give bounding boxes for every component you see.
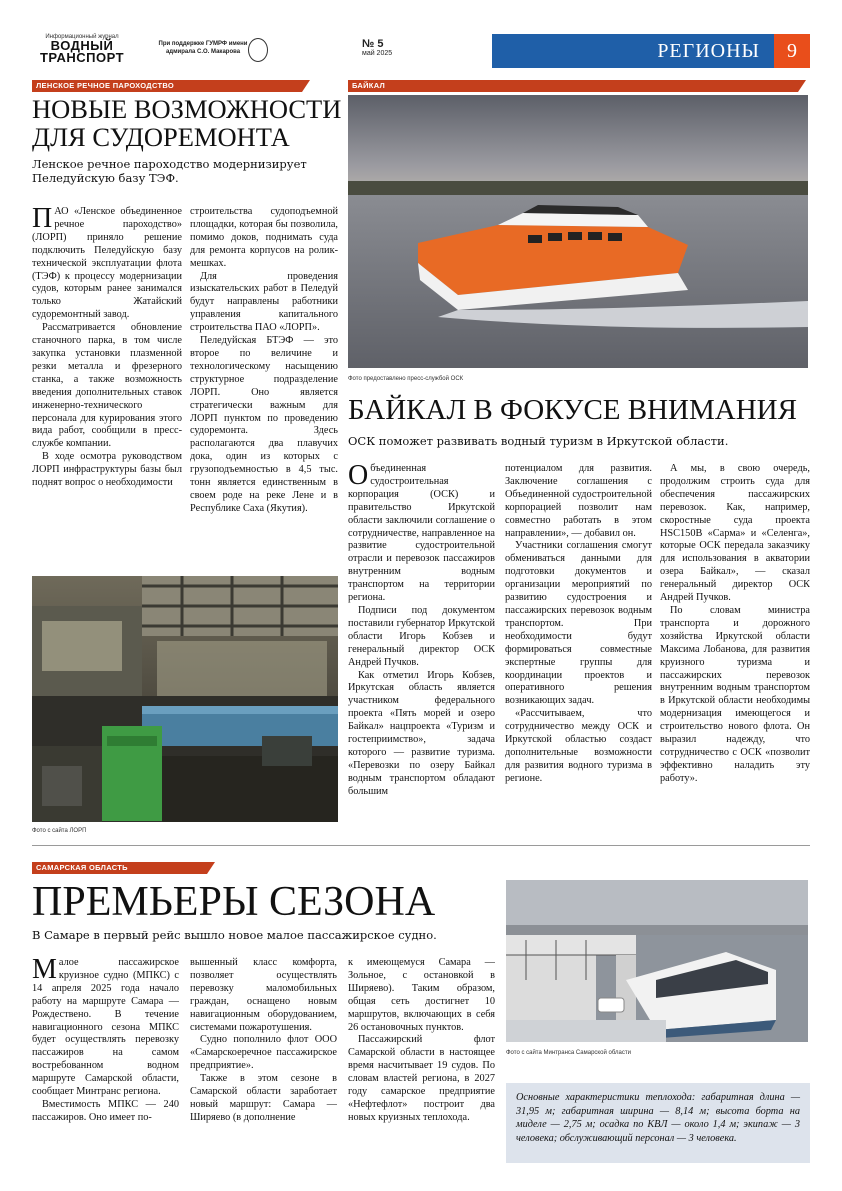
section-divider bbox=[32, 845, 810, 846]
article3-column-3 bbox=[348, 957, 495, 1167]
ship-photo-samara bbox=[506, 880, 808, 1042]
paragraph: Рассматривается обновление станочного парка, в том числе закупка установки плазменной резки металла и фрезерного станка, а также возможность введения дополнительных ставок инженерно-технического персонала для курирования этого вида работ, сообщили в пресс-службе компании. bbox=[32, 322, 182, 450]
article2-title: БАЙКАЛ В ФОКУСЕ ВНИМАНИЯ bbox=[348, 394, 797, 426]
paragraph: Как отметил Игорь Кобзев, Иркутская область является участником федерального проекта «Пять морей и озеро Байкал» нацпроекта «Туризм и гостеприимство», задача которого — развитие туризма. «Перевозки по озеру Байкал водным транспортом обладают большим bbox=[348, 669, 495, 797]
rubric-lorp: ЛЕНСКОЕ РЕЧНОЕ ПАРОХОДСТВО bbox=[32, 80, 302, 92]
issue-info bbox=[362, 40, 392, 58]
article1-column-1 bbox=[32, 206, 182, 566]
masthead-line1: ВОДНЫЙ bbox=[50, 38, 114, 53]
vessel-specs-box: Основные характеристики теплохода: габаритная длина — 31,95 м; габаритная ширина — 8,14 м; высота борта на миделе — 2,75 м; осадка по КВЛ — около 1,4 м; экипаж — 3 человека; обслуживающий персонал — 3 человека. bbox=[506, 1083, 810, 1163]
article1-column-2 bbox=[190, 206, 338, 566]
paragraph: Подписи под документом поставили губернатор Иркутской области Игорь Кобзев и генеральный директор ОСК Андрей Пучков. bbox=[348, 604, 495, 668]
paragraph: Пассажирский флот Самарской области в настоящее время насчитывает 19 судов. По словам властей региона, в 2027 году самарское предприятие «Нефтефлот» построит два новых круизных теплохода. bbox=[348, 1034, 495, 1123]
article2-column-3 bbox=[660, 463, 810, 839]
paragraph: В ходе осмотра руководством ЛОРП инфраструктуры базы был поднят вопрос о необходимости bbox=[32, 451, 182, 489]
dropcap: О bbox=[348, 463, 369, 491]
issue-number: № 5 bbox=[362, 38, 384, 50]
dropcap: М bbox=[32, 957, 57, 985]
article1-title-line2: ДЛЯ СУДОРЕМОНТА bbox=[32, 122, 290, 152]
article3-title: ПРЕМЬЕРЫ СЕЗОНА bbox=[32, 879, 436, 925]
paragraph: АО «Ленское объединенное речное пароходство» (ЛОРП) приняло решение подключить Пеледуйскую базу технической эксплуатации флота (ТЭФ) к процессу модернизации судов, которым ранее занимался только Жатайский судоремонтный завод. bbox=[32, 206, 182, 321]
paragraph: По словам министра транспорта и дорожного хозяйства Иркутской области Максима Лобанова, для развития круизного туризма и пассажирских перевозок внутренним водным транспортом в Иркутской области необходимы модернизация имеющегося и строительство нового флота. Он выразил надежду, что сотрудничество с ОСК «позволит эффективно наладить эту работу». bbox=[660, 604, 810, 784]
article2-column-1 bbox=[348, 463, 495, 839]
page-header bbox=[32, 34, 810, 68]
rubric-baikal: БАЙКАЛ bbox=[348, 80, 798, 92]
masthead-logo bbox=[32, 34, 132, 66]
issue-date: май 2025 bbox=[362, 50, 393, 57]
article1-lead: Ленское речное пароходство модернизирует Пеледуйскую базу ТЭФ. bbox=[32, 157, 307, 185]
paragraph: Вместимость МПКС — 240 пассажиров. Оно имеет по- bbox=[32, 1098, 179, 1123]
support-note: При поддержке ГУМРФ имени адмирала С.О. Макарова bbox=[158, 41, 248, 55]
article3-column-1 bbox=[32, 957, 179, 1167]
paragraph: к имеющемуся Самара — Зольное, с остановкой в Ширяево). Таким образом, общая сеть достигнет 10 маршрутов, включающих в себя 26 остановочных пунктов. bbox=[348, 957, 495, 1033]
ship-photo-baikal bbox=[348, 95, 808, 368]
article3-photo-caption: Фото с сайта Минтранса Самарской области bbox=[506, 1050, 631, 1056]
article2-lead: ОСК поможет развивать водный туризм в Иркутской области. bbox=[348, 434, 729, 448]
masthead-tagline: Информационный журнал bbox=[45, 34, 119, 40]
paragraph: Пеледуйская БТЭФ — это второе по величине и технологическому насыщению структурное подразделение ЛОРП. Оно является стратегически важным для ЛОРП пунктом по проведению судоремонта. Здесь располагаются два плавучих дока, один из которых с грузоподъемностью в 4,5 тыс. тонн является единственным в своем роде на реке Лене и в Республике Саха (Якутия). bbox=[190, 335, 338, 514]
article3-lead: В Самаре в первый рейс вышло новое малое пассажирское судно. bbox=[32, 928, 437, 942]
article1-photo-caption: Фото с сайта ЛОРП bbox=[32, 828, 87, 834]
paragraph: потенциалом для развития. Заключение соглашения с Объединенной судостроительной корпорацией позволит нам совместно работать в этом направлении», — добавил он. bbox=[505, 463, 652, 539]
article2-photo-caption: Фото предоставлено пресс-службой ОСК bbox=[348, 376, 464, 382]
masthead-line2: ТРАНСПОРТ bbox=[39, 50, 125, 65]
paragraph: вышенный класс комфорта, позволяет осуществлять перевозку маломобильных граждан, оснащено новым навигационным оборудованием, системами пожаротушения. bbox=[190, 957, 337, 1033]
rubric-samara: САМАРСКАЯ ОБЛАСТЬ bbox=[32, 862, 207, 874]
factory-photo bbox=[32, 576, 338, 822]
page-number: 9 bbox=[774, 34, 810, 68]
section-title: РЕГИОНЫ bbox=[492, 34, 774, 68]
paragraph: Для проведения изыскательских работ в Пеледуй будут направлены работники управления капитального строительства ПАО «ЛОРП». bbox=[190, 270, 338, 334]
paragraph: «Рассчитываем, что сотрудничество между ОСК и Иркутской областью создаст дополнительные возможности для развития водного туризма в регионе. bbox=[505, 708, 652, 784]
dropcap: П bbox=[32, 206, 53, 234]
paragraph: Судно пополнило флот ООО «Самарскоеречное пассажирское предприятие». bbox=[190, 1034, 337, 1072]
paragraph: А мы, в свою очередь, продолжим строить суда для обеспечения пассажирских перевозок. Как, например, скоростные суда проекта HSC150B «Сарма» и «Селенга», которые ОСК передала заказчику для использования в акватории озера Байкал», — сказал генеральный директор ОСК Андрей Пучков. bbox=[660, 463, 810, 604]
paragraph: бъединенная судостроительная корпорация (ОСК) и правительство Иркутской области заключили соглашение о сотрудничестве, направленное на развитие судостроительной отрасли и перевозок пассажиров внутренним водным транспортом на территории региона. bbox=[348, 463, 495, 604]
university-emblem-icon bbox=[248, 38, 268, 62]
article3-column-2 bbox=[190, 957, 337, 1167]
article1-title-line1: НОВЫЕ ВОЗМОЖНОСТИ bbox=[32, 94, 342, 124]
paragraph: Также в этом сезоне в Самарской области заработает новый маршрут: Самара — Ширяево (в дополнение bbox=[190, 1073, 337, 1123]
paragraph: строительства судоподъемной площадки, которая бы позволила, помимо доков, поднимать суда для ремонта корпусов на ролик-мешках. bbox=[190, 206, 338, 269]
article2-column-2 bbox=[505, 463, 652, 839]
article1-title bbox=[32, 95, 342, 151]
paragraph: алое пассажирское круизное судно (МПКС) с 14 апреля 2025 года начало работу на маршруте Самара — Рождествено. В течение навигационного сезона МПКС будет осуществлять перевозку пассажиров на самом востребованном водном маршруте Самарской области, сообщает Минтранс региона. bbox=[32, 957, 179, 1098]
paragraph: Участники соглашения смогут обмениваться данными для подготовки документов и организации мероприятий по развитию судостроения и пассажирских перевозок водным транспортом. При необходимости будут формироваться совместные экспертные группы для координации проектов и оперативного решения возникающих задач. bbox=[505, 540, 652, 707]
